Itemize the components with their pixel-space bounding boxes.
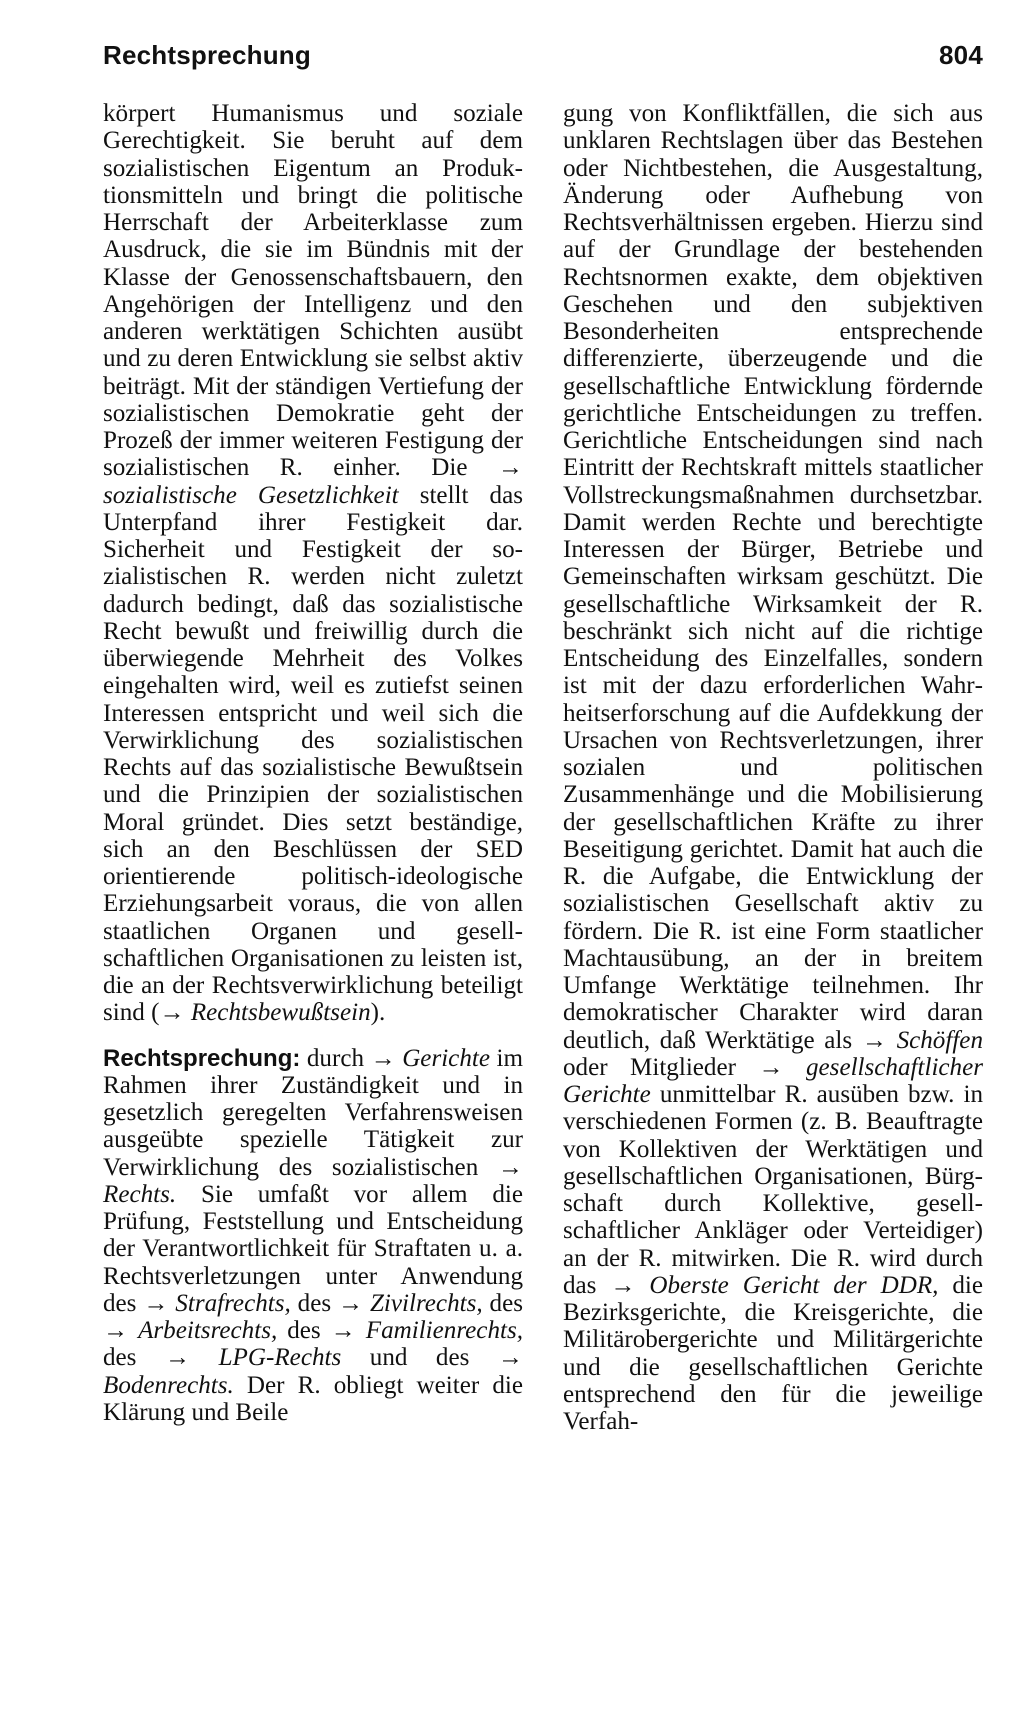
cross-ref-arrow-icon: → [497, 1153, 523, 1181]
cross-ref-arrow-icon: → [159, 999, 185, 1027]
cross-ref-gesetzlichkeit[interactable]: sozialistische Gesetzlichkeit [103, 481, 399, 509]
cross-ref-arrow-icon: → [337, 1289, 364, 1317]
cross-ref-schoeffen[interactable]: Schöffen [896, 1026, 983, 1054]
cross-ref-gerichte[interactable]: Gerichte [402, 1044, 490, 1072]
cross-ref-arrow-icon: → [330, 1317, 356, 1344]
entry-rechtsprechung-continued: gung von Konfliktfällen, die sich aus unklaren Rechtslagen über das Bestehen oder Nichtbestehen, die Ausgestaltung, Änderung oder Aufhebung von Rechtsverhältnissen ergeben. Hierzu sind auf der Grundlage der bestehenden Rechtsnormen exakte, dem objektiven Geschehen und den subjektiven Besonderheiten entsprechende differenzierte, überzeugende und die gesellschaftliche Entwicklung fördernde gerichtliche Entscheidungen zu treffen. Gerichtliche Entscheidungen sind nach Eintritt der Rechtskraft mittels staatlicher Vollstreckungsmaßnahmen durchsetzbar. Damit werden Rechte und berechtigte Interessen der Bürger, Betriebe und Gemeinschaften wirksam geschützt. Die gesellschaftliche Wirksamkeit der R. beschränkt sich nicht auf die richtige Entscheidung des Einzelfalles, sondern ist mit der dazu erforderlichen Wahrheitserforschung auf die Aufdekkung der Ursachen von Rechtsverletzungen, ihrer sozialen und politischen Zusammenhänge und die Mobilisierung der gesellschaftlichen Kräfte zu ihrer Beseitigung gerichtet. Damit hat auch die R. die Aufgabe, die Entwicklung der sozialistischen Gesellschaft aktiv zu fördern. Die R. ist eine Form staatlicher Machtausübung, an der in breitem Umfange Werktätige teilnehmen. Ihr demokratischer Charakter wird daran deutlich, daß Werktätige als → Schöffen oder Mitglieder → gesellschaftlicher Gerichte unmittelbar R. ausüben bzw. in verschiedenen Formen (z. B. Beauftragte von Kollektiven der Werktätigen und gesellschaftlichen Organisationen, Bürgschaft durch Kollektive, gesellschaftlicher Ankläger oder Verteidiger) an der R. mitwirken. Die R. wird durch das → Oberste Gericht der DDR, die Bezirksgerichte, die Kreisgerichte, die Militärobergerichte und Militärgerichte und die gesellschaftlichen Gerichte entsprechend den für die jeweilige Verfah- [563, 100, 984, 1435]
cross-ref-bodenrechts[interactable]: Bodenrechts. [103, 1371, 234, 1399]
running-head [103, 40, 983, 71]
cross-ref-arrow-icon: → [861, 1026, 887, 1054]
cross-ref-familienrechts[interactable]: Familienrechts, [365, 1317, 523, 1344]
cross-ref-arrow-icon: → [370, 1044, 396, 1072]
cross-ref-zivilrechts[interactable]: Zivilrechts, [369, 1289, 483, 1317]
left-column [103, 100, 523, 1426]
cross-ref-arbeitsrechts[interactable]: Arbeitsrechts, [138, 1317, 278, 1344]
running-title: Rechtsprechung [103, 40, 311, 70]
entry-rechtsprechung: Rechtsprechung: durch → Gerichte im Rahmen ihrer Zuständigkeit und in gesetzlich geregelten Verfahrensweisen ausgeübte spezielle Tätigkeit zur Verwirklichung des sozialistischen → Rechts. Sie umfaßt vor allem die Prüfung, Feststellung und Entscheidung der Verantwortlichkeit für Straftaten u. a. Rechtsverletzungen unter Anwendung des → Strafrechts, des → Zivilrechts, des → Arbeitsrechts, des → Familienrechts, des → LPG-Rechts und des → Bodenrechts. Der R. obliegt weiter die Klärung und Beile [103, 1044, 524, 1426]
right-column [563, 100, 983, 1435]
cross-ref-gesellschaftliche-gerichte[interactable]: gesellschaftlicher Gerichte [563, 1053, 984, 1108]
entry-lemma: Rechtsprechung: [103, 1044, 301, 1072]
cross-ref-arrow-icon: → [497, 454, 523, 482]
cross-ref-oberste-gericht[interactable]: Oberste Gericht der DDR, [649, 1271, 939, 1299]
cross-ref-arrow-icon: → [164, 1344, 191, 1372]
cross-ref-arrow-icon: → [103, 1317, 129, 1344]
entry-continuation: körpert Humanismus und soziale Gerechtigkeit. Sie beruht auf dem sozialistischen Eigentum an Produktionsmitteln und bringt die politische Herrschaft der Arbeiterklasse zum Ausdruck, die sie im Bündnis mit der Klasse der Genossenschaftsbauern, den Angehörigen der Intelligenz und den anderen werktätigen Schichten ausübt und zu deren Entwicklung sie selbst aktiv beiträgt. Mit der ständigen Vertiefung der sozialistischen Demokratie geht der Prozeß der immer weiteren Festigung der sozialistischen R. einher. Die → sozialistische Gesetzlichkeit stellt das Unterpfand ihrer Festigkeit dar. Sicherheit und Festigkeit der sozialistischen R. werden nicht zuletzt dadurch bedingt, daß das sozialistische Recht bewußt und freiwillig durch die überwiegende Mehrheit des Volkes eingehalten wird, weil es zutiefst seinen Interessen entspricht und weil sich die Verwirklichung des sozialistischen Rechts auf das sozialistische Bewußtsein und die Prinzipien der sozialistischen Moral gründet. Dies setzt beständige, sich an den Beschlüssen der SED orientierende politisch-ideologische Erziehungsarbeit voraus, die von allen staatlichen Organen und gesellschaftlichen Organisationen zu leisten ist, die an der Rechtsverwirklichung beteiligt sind (→ Rechtsbewußtsein). [103, 100, 523, 1027]
cross-ref-rechtsbewusstsein[interactable]: Rechtsbewußtsein [190, 999, 371, 1027]
cross-ref-rechts[interactable]: Rechts. [103, 1180, 177, 1208]
cross-ref-arrow-icon: → [143, 1289, 169, 1317]
cross-ref-arrow-icon: → [610, 1271, 636, 1299]
page-number: 804 [939, 40, 983, 70]
cross-ref-strafrechts[interactable]: Strafrechts, [175, 1289, 291, 1317]
cross-ref-lpg-rechts[interactable]: LPG-Rechts [218, 1344, 342, 1372]
cross-ref-arrow-icon: → [497, 1344, 523, 1372]
cross-ref-arrow-icon: → [758, 1053, 784, 1081]
